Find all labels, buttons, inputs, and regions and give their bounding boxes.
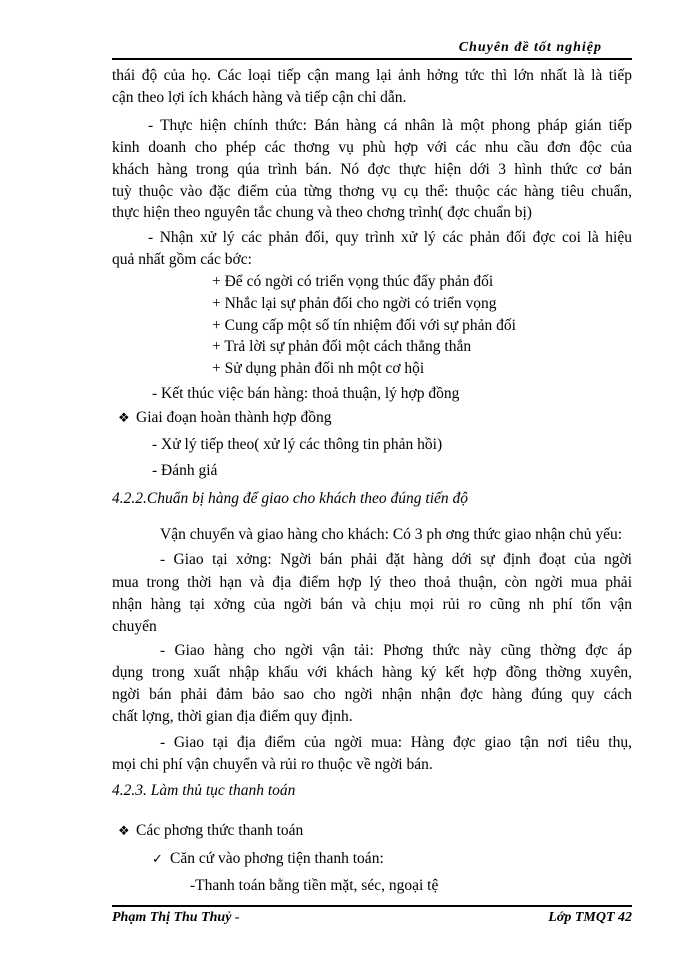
text-line: mua trong thời hạn và địa điểm hợp lý theo thoả thuận, còn ngời mua phải xyxy=(112,574,632,591)
list-item: + Sử dụng phản đối nh một cơ hội xyxy=(212,360,425,377)
text-line: chuyển xyxy=(112,618,157,635)
list-item: + Cung cấp một số tín nhiệm đối với sự phản đối xyxy=(212,317,516,334)
text-line: cận theo lợi ích khách hàng và tiếp cận chỉ dẫn. xyxy=(112,89,407,106)
text-line: thái độ của họ. Các loại tiếp cận mang lại ảnh hởng tức thì lớn nhất là là tiếp xyxy=(112,67,632,84)
page-header: Chuyên đề tốt nghiệp xyxy=(112,38,632,60)
text-line: - Giao tại địa điểm của ngời mua: Hàng đợc giao tận nơi tiêu thụ, xyxy=(160,734,632,751)
list-item: + Trả lời sự phản đối một cách thẳng thắn xyxy=(212,338,472,355)
list-item: + Nhắc lại sự phản đối cho ngời có triển vọng xyxy=(212,295,497,312)
section-heading: 4.2.3. Làm thủ tục thanh toán xyxy=(112,782,296,799)
text-line: Vận chuyển và giao hàng cho khách: Có 3 ph ơng thức giao nhận chủ yếu: xyxy=(160,526,623,543)
text-line: ngời bán phải đảm bảo sao cho ngời nhận nhận đợc hàng đúng quy cách xyxy=(112,686,632,703)
text-line: kinh doanh cho phép các thơng vụ phù hợp với các nhu cầu đơn độc của xyxy=(112,139,632,156)
bullet-item: ❖ Các phơng thức thanh toán xyxy=(118,822,304,839)
checkmark-icon: ✓ xyxy=(152,851,163,866)
section-heading: 4.2.2.Chuẩn bị hàng để giao cho khách theo đúng tiến độ xyxy=(112,490,469,507)
text-line: -Thanh toán bằng tiền mặt, séc, ngoại tệ xyxy=(190,877,439,894)
text-line: - Nhận xử lý các phản đối, quy trình xử lý các phản đối đợc coi là hiệu xyxy=(148,229,632,246)
text-line: dụng trong xuất nhập khẩu với khách hàng ký kết hợp đồng thờng xuyên, xyxy=(112,664,632,681)
text-line: - Xử lý tiếp theo( xử lý các thông tin phản hồi) xyxy=(152,436,443,453)
text-line: mọi chi phí vận chuyển và rủi ro thuộc về ngời bán. xyxy=(112,756,433,773)
diamond-bullet-icon: ❖ xyxy=(118,823,130,838)
check-item: ✓ Căn cứ vào phơng tiện thanh toán: xyxy=(152,850,384,867)
text-line: thực hiện theo nguyên tắc chung và theo chơng trình( đợc chuẩn bị) xyxy=(112,204,532,221)
text-line: - Giao tại xởng: Ngời bán phải đặt hàng dới sự định đoạt của ngời xyxy=(160,551,632,568)
footer-author: Phạm Thị Thu Thuỷ - xyxy=(112,910,240,925)
bullet-item: ❖ Giai đoạn hoàn thành hợp đồng xyxy=(118,409,332,426)
list-item: + Để có ngời có triển vọng thúc đẩy phản đối xyxy=(212,273,494,290)
footer-class: Lớp TMQT 42 xyxy=(548,910,632,925)
text-line: chất lợng, thời gian địa điểm quy định. xyxy=(112,708,353,725)
text-line: - Thực hiện chính thức: Bán hàng cá nhân là một phong pháp gián tiếp xyxy=(148,117,632,134)
text-line: - Giao hàng cho ngời vận tải: Phơng thức này cũng thờng đợc áp xyxy=(160,642,632,659)
text-line: khách hàng trong qúa trình bán. Nó đợc thực hiện dới 3 hình thức cơ bản xyxy=(112,161,632,178)
page-footer xyxy=(112,905,632,925)
text-line: nhận hàng tại xởng của ngời bán và chịu mọi rủi ro cũng nh phí tổn vận xyxy=(112,596,632,613)
text-line: - Đánh giá xyxy=(152,462,218,479)
text-line: tuỳ thuộc vào đặc điểm của từng thơng vụ cụ thể: thuộc các hàng tiêu chuẩn, xyxy=(112,183,632,200)
diamond-bullet-icon: ❖ xyxy=(118,410,130,425)
text-line: - Kết thúc việc bán hàng: thoả thuận, lý hợp đồng xyxy=(152,385,460,402)
text-line: quả nhất gồm các bớc: xyxy=(112,251,252,268)
